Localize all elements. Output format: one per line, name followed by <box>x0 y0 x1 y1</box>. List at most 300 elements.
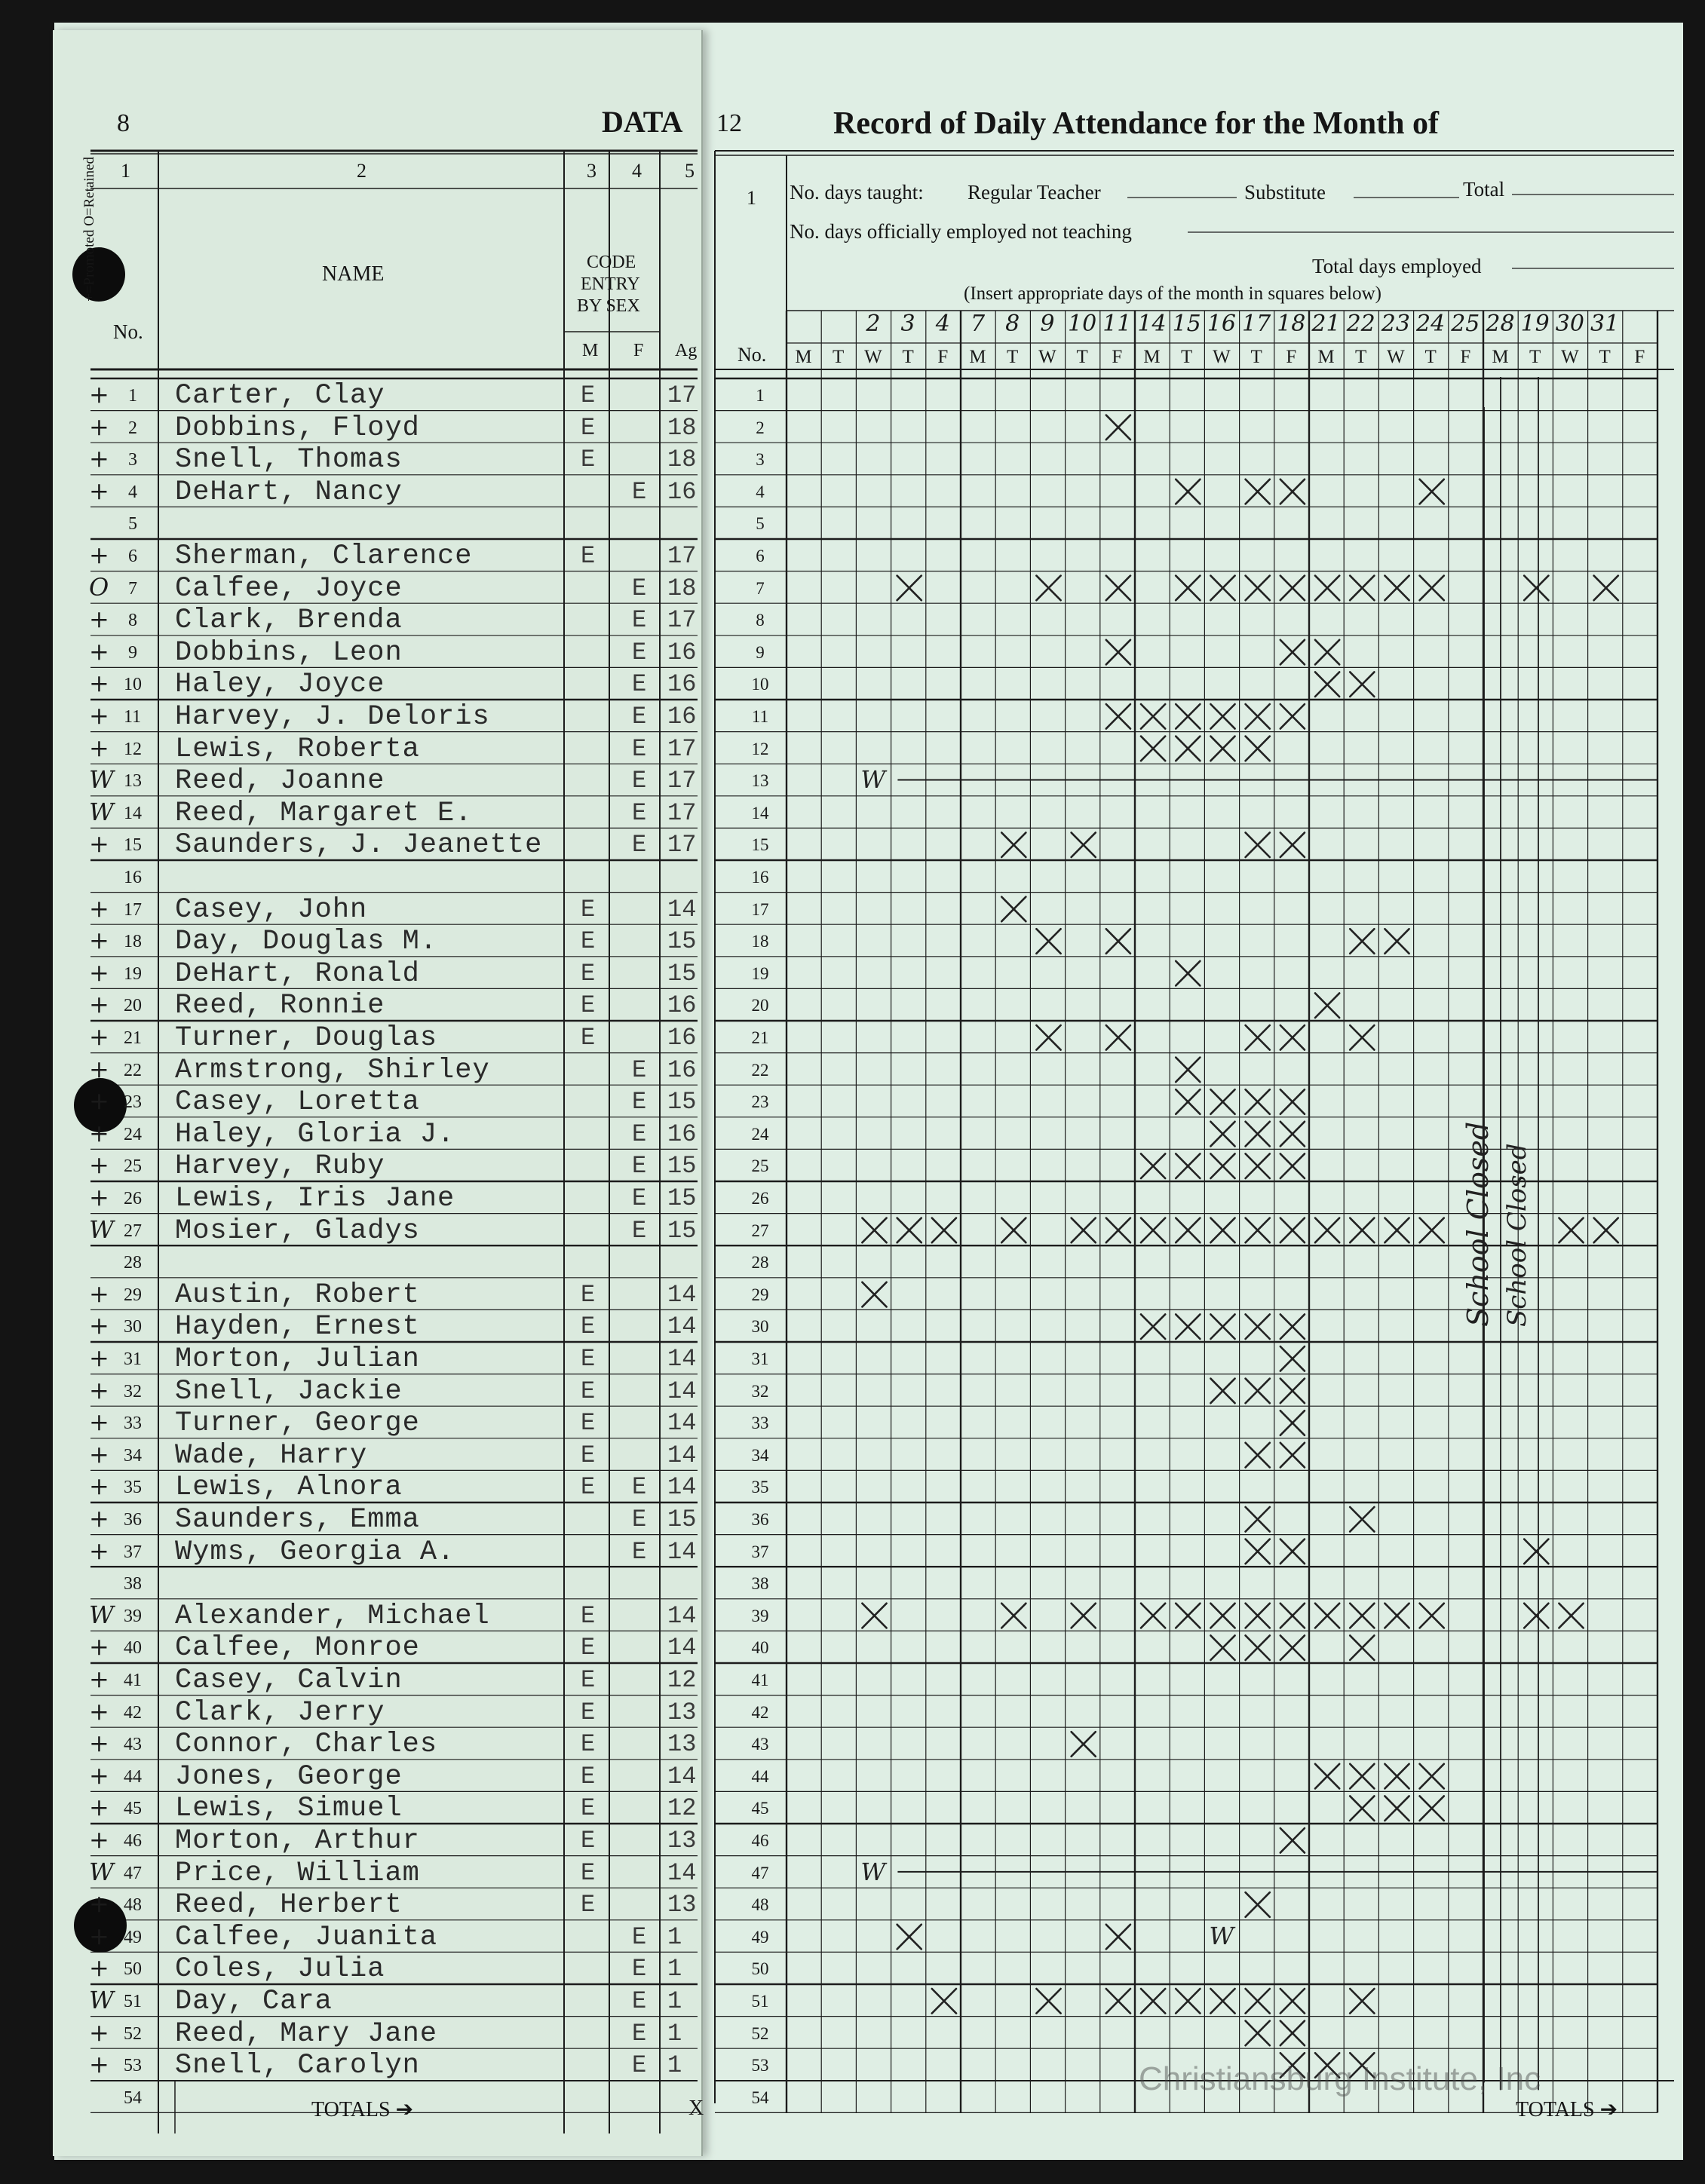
female-entry-code: E <box>632 798 647 827</box>
absence-x-mark <box>1072 1604 1096 1628</box>
student-age: 12 <box>667 1794 697 1823</box>
absence-x-mark <box>1001 897 1026 922</box>
student-row-number: 9 <box>128 642 137 663</box>
student-name: Casey, Loretta <box>175 1086 420 1119</box>
absence-x-mark <box>1001 1218 1026 1243</box>
absence-x-mark <box>1141 1604 1165 1628</box>
female-entry-code: E <box>632 638 647 666</box>
female-entry-code: E <box>632 1184 647 1212</box>
student-age: 1 <box>667 1922 682 1951</box>
student-age: 15 <box>667 1152 697 1181</box>
student-row-number: 25 <box>124 1156 142 1177</box>
date-label: 30 <box>1555 311 1584 337</box>
absence-x-mark <box>862 1282 886 1307</box>
absence-x-mark <box>1559 1218 1583 1243</box>
date-label: 16 <box>1207 311 1236 337</box>
absence-x-mark <box>1315 1764 1339 1789</box>
student-row-number: 16 <box>124 868 142 887</box>
student-name: Reed, Mary Jane <box>175 2017 438 2050</box>
date-label: 7 <box>970 311 986 337</box>
male-entry-code: E <box>581 381 596 409</box>
student-row-number: 40 <box>124 1638 142 1659</box>
student-name: Harvey, Ruby <box>175 1150 385 1183</box>
promotion-mark: W <box>89 765 114 795</box>
student-name: Sherman, Clarence <box>175 541 473 572</box>
absence-x-mark <box>1176 1314 1200 1339</box>
absence-x-mark <box>1280 1539 1305 1564</box>
day-of-week-label: T <box>1529 347 1541 367</box>
absence-x-mark <box>1594 576 1618 601</box>
male-entry-code: E <box>581 413 596 442</box>
student-name: Saunders, J. Jeanette <box>175 829 543 862</box>
day-of-week-label: F <box>1286 347 1297 367</box>
attendance-row-number: 34 <box>751 1445 769 1465</box>
attendance-row-number: 49 <box>751 1927 769 1947</box>
date-label: 10 <box>1068 311 1097 337</box>
student-name: DeHart, Nancy <box>175 476 403 508</box>
promotion-mark: + <box>89 1536 109 1565</box>
female-entry-code: E <box>632 1152 647 1181</box>
absence-x-mark <box>1246 479 1270 504</box>
date-label: 24 <box>1416 311 1446 337</box>
right-no-label: No. <box>738 344 767 366</box>
absence-x-mark <box>1246 1443 1270 1468</box>
attendance-row-number: 45 <box>751 1799 769 1818</box>
day-of-week-label: W <box>1213 347 1231 367</box>
promotion-mark: + <box>89 1343 109 1372</box>
student-row-number: 43 <box>124 1735 142 1755</box>
male-entry-code: E <box>581 1698 596 1726</box>
male-entry-code: E <box>581 542 596 570</box>
day-of-week-label: T <box>1424 347 1437 367</box>
student-age: 13 <box>667 1891 697 1919</box>
absence-x-mark <box>1001 1604 1026 1628</box>
absence-x-mark <box>1210 704 1234 729</box>
attendance-row-number: 9 <box>756 642 765 662</box>
days-taught-label: No. days taught: <box>790 181 924 204</box>
student-row-number: 42 <box>124 1702 142 1723</box>
student-name: Dobbins, Leon <box>175 636 403 669</box>
promotion-mark: + <box>89 1022 109 1051</box>
student-name: Turner, George <box>175 1408 420 1440</box>
promotion-mark: + <box>89 1889 109 1919</box>
student-row-number: 52 <box>124 2023 142 2044</box>
student-name: Haley, Joyce <box>175 669 385 701</box>
student-row-number: 21 <box>124 1028 142 1048</box>
student-row-number: 1 <box>128 386 137 406</box>
student-name: Connor, Charles <box>175 1729 438 1761</box>
binder-hole-top <box>72 247 125 302</box>
student-age: 14 <box>667 1858 697 1887</box>
attendance-title: Record of Daily Attendance for the Month of <box>833 106 1439 141</box>
promotion-mark: + <box>89 380 109 409</box>
absence-x-mark <box>1350 1635 1374 1660</box>
regular-teacher-label: Regular Teacher <box>967 181 1101 204</box>
promotion-mark: + <box>89 476 109 505</box>
female-entry-code: E <box>632 1955 647 1983</box>
student-name: Reed, Margaret E. <box>175 797 473 829</box>
absence-x-mark <box>1385 1796 1409 1821</box>
student-row-number: 49 <box>124 1927 142 1947</box>
absence-x-mark <box>1106 415 1130 440</box>
absence-x-mark <box>932 1218 956 1243</box>
promotion-mark: + <box>89 1953 109 1983</box>
attendance-row-number: 10 <box>751 675 769 694</box>
attendance-row-number: 3 <box>756 450 765 470</box>
attendance-row-number: 12 <box>751 739 769 758</box>
female-entry-code: E <box>632 574 647 602</box>
female-entry-code: E <box>632 670 647 699</box>
absence-x-mark <box>1176 1153 1200 1178</box>
student-row-number: 38 <box>124 1574 142 1594</box>
student-name: Armstrong, Shirley <box>175 1054 490 1086</box>
attendance-row-number: 44 <box>751 1766 769 1786</box>
absence-x-mark <box>1385 1218 1409 1243</box>
day-of-week-label: T <box>1076 347 1088 367</box>
promotion-mark: W <box>89 1857 114 1886</box>
student-name: Lewis, Alnora <box>175 1472 403 1504</box>
day-of-week-label: T <box>833 347 845 367</box>
attendance-row-number: 43 <box>751 1735 769 1754</box>
absence-x-mark <box>1385 929 1409 954</box>
absence-x-mark <box>1246 1153 1270 1178</box>
attendance-row-number: 14 <box>751 803 769 822</box>
absence-x-mark <box>1350 1796 1374 1821</box>
absence-x-mark <box>1524 576 1548 601</box>
student-name: Carter, Clay <box>175 380 385 412</box>
absence-x-mark <box>1072 1732 1096 1757</box>
day-of-week-label: M <box>795 347 812 367</box>
attendance-row-number: 25 <box>751 1156 769 1176</box>
student-age: 17 <box>667 767 697 795</box>
male-entry-code: E <box>581 1858 596 1887</box>
promotion-mark: + <box>89 957 109 987</box>
student-name: Austin, Robert <box>175 1279 420 1311</box>
student-name: Coles, Julia <box>175 1953 385 1986</box>
attendance-row-number: 42 <box>751 1702 769 1722</box>
date-label: 8 <box>1005 311 1020 337</box>
student-age: 17 <box>667 734 697 763</box>
student-name: Dobbins, Floyd <box>175 412 420 444</box>
absence-x-mark <box>1524 1539 1548 1564</box>
male-entry-code: E <box>581 1280 596 1309</box>
student-row-number: 41 <box>124 1671 142 1690</box>
absence-x-mark <box>1210 1089 1234 1114</box>
attendance-row-number: 47 <box>751 1863 769 1882</box>
student-row-number: 48 <box>124 1895 142 1916</box>
absence-x-mark <box>897 1925 921 1950</box>
substitute-label: Substitute <box>1244 181 1326 204</box>
absence-x-mark <box>1036 576 1060 601</box>
student-age: 17 <box>667 831 697 859</box>
absence-x-mark <box>1385 576 1409 601</box>
date-label: 9 <box>1040 311 1055 337</box>
absence-x-mark <box>1210 1153 1234 1178</box>
date-label: 2 <box>866 311 881 337</box>
student-name: DeHart, Ronald <box>175 957 420 990</box>
student-name: Wyms, Georgia A. <box>175 1536 455 1568</box>
student-row-number: 4 <box>128 482 137 502</box>
student-age: 16 <box>667 991 697 1020</box>
date-label: 14 <box>1137 311 1167 337</box>
promotion-mark: W <box>89 1215 114 1244</box>
student-row-number: 2 <box>128 418 137 438</box>
student-name: Hayden, Ernest <box>175 1311 420 1343</box>
absence-x-mark <box>1072 832 1096 857</box>
student-age: 16 <box>667 1024 697 1052</box>
absence-x-mark <box>1420 479 1444 504</box>
student-name: Day, Douglas M. <box>175 926 438 958</box>
attendance-row-number: 54 <box>751 2088 769 2107</box>
female-entry-code: E <box>632 703 647 731</box>
student-age: 18 <box>667 574 697 602</box>
female-entry-code: E <box>632 1216 647 1245</box>
promotion-mark: + <box>89 701 109 730</box>
date-label: 22 <box>1346 311 1375 337</box>
male-entry-code: E <box>581 927 596 956</box>
promotion-mark: + <box>89 1279 109 1308</box>
promotion-mark: + <box>89 1054 109 1083</box>
student-name: Haley, Gloria J. <box>175 1118 455 1150</box>
date-label: 19 <box>1520 311 1550 337</box>
attendance-row-number: 26 <box>751 1189 769 1208</box>
student-age: 14 <box>667 1537 697 1566</box>
promotion-mark: + <box>89 829 109 859</box>
female-entry-code: E <box>632 734 647 763</box>
absence-x-mark <box>1350 672 1374 697</box>
student-age: 18 <box>667 413 697 442</box>
absence-x-mark <box>1280 1089 1305 1114</box>
student-row-number: 20 <box>124 996 142 1016</box>
absence-x-mark <box>1106 1989 1130 2014</box>
insert-days-instruction: (Insert appropriate days of the month in squares below) <box>964 283 1382 304</box>
absence-x-mark <box>1246 1314 1270 1339</box>
student-row-number: 8 <box>128 611 137 631</box>
promotion-mark: + <box>89 541 109 569</box>
absence-x-mark <box>1559 1604 1583 1628</box>
attendance-row-number: 20 <box>751 996 769 1015</box>
student-row-number: 13 <box>124 771 142 792</box>
left-totals-label: TOTALS ➔ <box>311 2098 414 2121</box>
absence-x-mark <box>1594 1218 1618 1243</box>
absence-x-mark <box>1280 479 1305 504</box>
student-name: Snell, Thomas <box>175 444 403 476</box>
student-age: 12 <box>667 1666 697 1694</box>
total-label: Total <box>1463 178 1505 201</box>
male-entry-code: E <box>581 1730 596 1759</box>
student-name: Lewis, Simuel <box>175 1793 403 1825</box>
absence-x-mark <box>1246 1507 1270 1532</box>
attendance-row-number: 36 <box>751 1510 769 1529</box>
absence-x-mark <box>1315 993 1339 1018</box>
day-of-week-label: F <box>1634 347 1645 367</box>
student-row-number: 35 <box>124 1478 142 1498</box>
student-name: Lewis, Iris Jane <box>175 1183 455 1215</box>
male-entry-code: E <box>581 991 596 1020</box>
student-age: 1 <box>667 2051 682 2080</box>
female-entry-code: E <box>632 1922 647 1951</box>
date-label: 25 <box>1451 311 1480 337</box>
total-days-employed-label: Total days employed <box>1312 255 1482 277</box>
attendance-row-number: 15 <box>751 835 769 855</box>
absence-x-mark <box>1210 1635 1234 1660</box>
absence-x-mark <box>1036 929 1060 954</box>
promotion-mark: W <box>89 797 114 826</box>
absence-x-mark <box>1210 737 1234 761</box>
age-label: Ag <box>675 341 698 360</box>
student-row-number: 53 <box>124 2056 142 2076</box>
absence-x-mark <box>1350 1507 1374 1532</box>
absence-x-mark <box>1106 704 1130 729</box>
attendance-row-number: 30 <box>751 1317 769 1337</box>
absence-x-mark <box>1176 1089 1200 1114</box>
withdrawn-w-mark: W <box>1209 1921 1234 1950</box>
student-name: Turner, Douglas <box>175 1022 438 1054</box>
female-entry-code: E <box>632 1473 647 1502</box>
student-name: Snell, Jackie <box>175 1375 403 1408</box>
promotion-mark: + <box>89 1439 109 1469</box>
female-entry-code: E <box>632 2019 647 2048</box>
absence-x-mark <box>1246 1089 1270 1114</box>
absence-x-mark <box>1246 1122 1270 1147</box>
male-entry-code: E <box>581 1441 596 1469</box>
attendance-row-number: 32 <box>751 1381 769 1401</box>
attendance-row-number: 5 <box>756 514 765 534</box>
absence-x-mark <box>1106 1218 1130 1243</box>
absence-x-mark <box>1106 576 1130 601</box>
student-name: Mosier, Gladys <box>175 1215 420 1247</box>
absence-x-mark <box>1280 1379 1305 1404</box>
attendance-row-number: 39 <box>751 1606 769 1625</box>
absence-x-mark <box>1420 576 1444 601</box>
promotion-mark: + <box>89 444 109 473</box>
absence-x-mark <box>1385 1604 1409 1628</box>
absence-x-mark <box>1280 1218 1305 1243</box>
student-row-number: 5 <box>128 514 137 535</box>
student-age: 13 <box>667 1827 697 1855</box>
promotion-mark: + <box>89 605 109 634</box>
absence-x-mark <box>1350 1604 1374 1628</box>
date-label: 23 <box>1381 311 1410 337</box>
student-age: 14 <box>667 1409 697 1438</box>
student-name: Clark, Jerry <box>175 1696 385 1729</box>
promotion-mark: + <box>89 2017 109 2047</box>
attendance-row-number: 13 <box>751 771 769 791</box>
day-of-week-label: M <box>1317 347 1335 367</box>
absence-x-mark <box>1315 576 1339 601</box>
absence-x-mark <box>1176 479 1200 504</box>
christiansburg-watermark: Christiansburg Institute, Inc <box>1139 2060 1541 2097</box>
attendance-row-number: 31 <box>751 1349 769 1368</box>
student-age: 17 <box>667 606 697 635</box>
promotion-mark: + <box>89 669 109 698</box>
absence-x-mark <box>1210 1989 1234 2014</box>
absence-x-mark <box>1246 737 1270 761</box>
absence-x-mark <box>1420 1218 1444 1243</box>
student-name: Snell, Carolyn <box>175 2050 420 2082</box>
date-label: 11 <box>1102 311 1132 337</box>
absence-x-mark <box>1176 704 1200 729</box>
day-of-week-label: M <box>969 347 986 367</box>
student-row-number: 39 <box>124 1606 142 1626</box>
student-name: Saunders, Emma <box>175 1504 420 1536</box>
female-entry-code: E <box>632 477 647 506</box>
student-row-number: 34 <box>124 1445 142 1466</box>
absence-x-mark <box>1280 704 1305 729</box>
student-row-number: 12 <box>124 739 142 759</box>
absence-x-mark <box>1280 1443 1305 1468</box>
male-entry-code: E <box>581 1345 596 1373</box>
promotion-mark: + <box>89 1408 109 1437</box>
student-row-number: 31 <box>124 1349 142 1369</box>
promotion-mark: + <box>89 1118 109 1147</box>
student-age: 14 <box>667 1313 697 1341</box>
col-header-4: 4 <box>632 160 642 182</box>
attendance-row-number: 4 <box>756 482 765 501</box>
attendance-row-number: 16 <box>751 868 769 887</box>
absence-x-mark <box>1106 640 1130 665</box>
promotion-mark: + <box>89 1760 109 1790</box>
date-label: 17 <box>1242 311 1271 337</box>
student-row-number: 14 <box>124 803 142 823</box>
student-name: Day, Cara <box>175 1986 333 2017</box>
male-label: M <box>582 341 599 360</box>
day-of-week-label: W <box>864 347 882 367</box>
absence-x-mark <box>1210 1218 1234 1243</box>
absence-x-mark <box>862 1218 886 1243</box>
student-name: Harvey, J. Deloris <box>175 701 490 733</box>
male-entry-code: E <box>581 446 596 474</box>
promotion-mark: + <box>89 733 109 762</box>
female-entry-code: E <box>632 1088 647 1117</box>
student-name: Calfee, Joyce <box>175 572 403 605</box>
school-closed-note-1: School Closed <box>1461 1121 1495 1327</box>
attendance-row-number: 28 <box>751 1253 769 1273</box>
attendance-row-number: 21 <box>751 1028 769 1047</box>
absence-x-mark <box>1280 1314 1305 1339</box>
attendance-row-number: 17 <box>751 899 769 919</box>
absence-x-mark <box>1176 1218 1200 1243</box>
student-age: 16 <box>667 477 697 506</box>
date-label: 3 <box>900 311 915 337</box>
name-column-label: NAME <box>322 262 385 286</box>
absence-x-mark <box>1350 929 1374 954</box>
student-age: 14 <box>667 1345 697 1373</box>
attendance-row-number: 27 <box>751 1221 769 1240</box>
student-age: 18 <box>667 446 697 474</box>
promotion-mark: + <box>89 1504 109 1533</box>
promotion-mark: + <box>89 1632 109 1662</box>
not-teaching-label: No. days officially employed not teaching <box>790 220 1132 243</box>
promotion-mark: + <box>89 1825 109 1854</box>
withdrawn-w-mark: W <box>860 1857 886 1886</box>
student-row-number: 23 <box>124 1092 142 1113</box>
male-entry-code: E <box>581 1601 596 1630</box>
student-age: 16 <box>667 1055 697 1084</box>
absence-x-mark <box>1280 1122 1305 1147</box>
student-row-number: 3 <box>128 450 137 470</box>
student-row-number: 11 <box>124 707 142 727</box>
withdrawn-w-mark: W <box>860 765 886 795</box>
female-entry-code: E <box>632 1987 647 2015</box>
absence-x-mark <box>1350 576 1374 601</box>
student-row-number: 6 <box>128 547 137 566</box>
attendance-row-number: 29 <box>751 1285 769 1304</box>
male-entry-code: E <box>581 1024 596 1052</box>
promotion-mark: O <box>89 572 109 602</box>
attendance-row-number: 51 <box>751 1992 769 2011</box>
student-age: 17 <box>667 542 697 570</box>
